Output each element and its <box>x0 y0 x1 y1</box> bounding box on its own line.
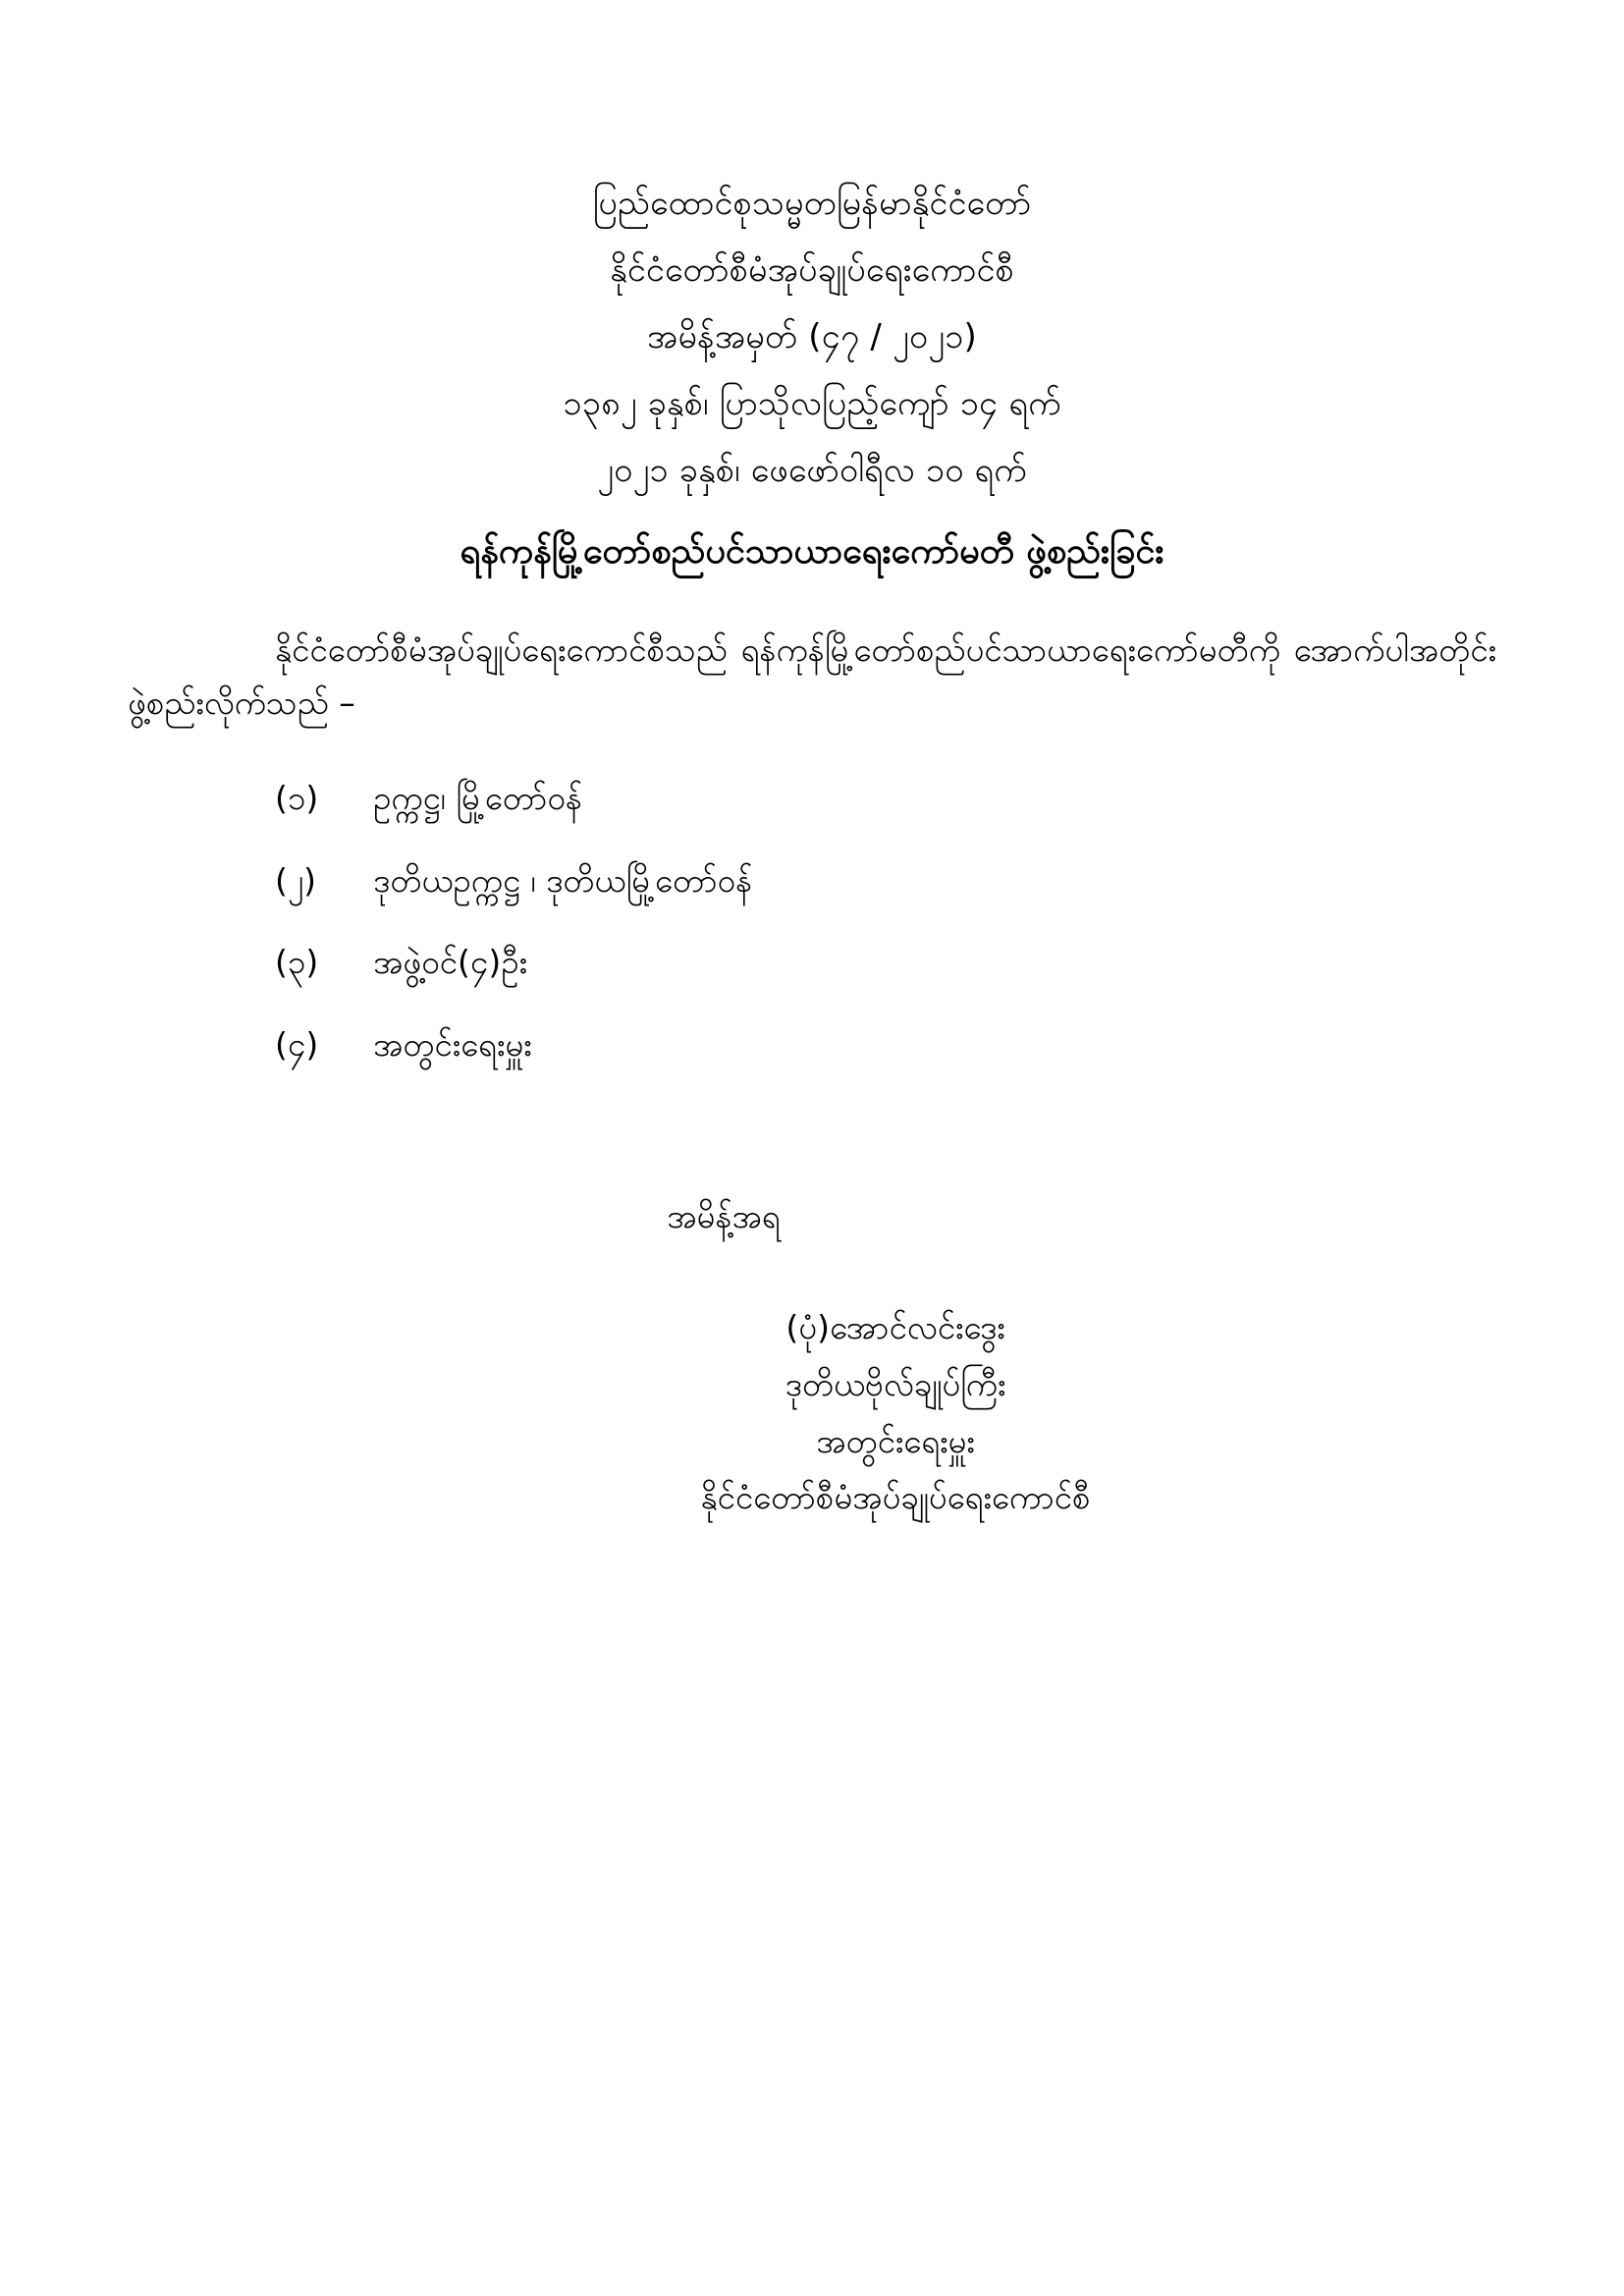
list-item-number: (၁) <box>275 779 319 818</box>
list-item <box>275 856 1496 905</box>
signatory-organization: နိုင်ငံတော်စီမံအုပ်ချုပ်ရေးကောင်စီ <box>700 1478 1091 1517</box>
list-item <box>275 938 1496 987</box>
list-item-label: အတွင်းရေးမှူး <box>373 1024 532 1064</box>
order-number: အမိန့်အမှတ် (၄၇ / ၂၀၂၁) <box>647 317 977 356</box>
list-item <box>275 1020 1496 1069</box>
burmese-date: ၁၃၈၂ ခုနှစ်၊ ပြာသိုလပြည့်ကျော် ၁၄ ရက် <box>563 384 1061 423</box>
page-title: ရန်ကုန်မြို့တော်စည်ပင်သာယာရေးကော်မတီ ဖွဲ့စည်းခြင်း <box>460 531 1164 572</box>
list-item-label: ဥက္ကဋ္ဌ၊ မြို့တော်ဝန် <box>373 779 582 818</box>
list-item <box>275 774 1496 823</box>
list-item-number: (၄) <box>275 1024 319 1064</box>
list-item-label: အဖွဲ့ဝင်(၄)ဦး <box>373 943 527 982</box>
header-line-2: နိုင်ငံတော်စီမံအုပ်ချုပ်ရေးကောင်စီ <box>610 250 1014 290</box>
list-item-number: (၃) <box>275 943 319 982</box>
signatory-position: အတွင်းရေးမှူး <box>816 1421 975 1460</box>
signatory-rank: ဒုတိယဗိုလ်ချုပ်ကြီး <box>785 1364 1006 1403</box>
committee-list <box>275 774 1496 1068</box>
body-paragraph: နိုင်ငံတော်စီမံအုပ်ချုပ်ရေးကောင်စီသည် ရန်ကုန်မြို့တော်စည်ပင်သာယာရေးကော်မတီကို အောက်ပါအတိုင်း ဖွဲ့စည်းလိုက်သည် – <box>128 630 1496 722</box>
header-line-1: ပြည်ထောင်စုသမ္မတမြန်မာနိုင်ငံတော် <box>592 184 1032 223</box>
gregorian-date: ၂၀၂၁ ခုနှစ်၊ ဖေဖော်ဝါရီလ ၁၀ ရက် <box>597 451 1027 490</box>
signature-authority: အမိန့်အရ <box>667 1197 781 1236</box>
signatory-name: (ပုံ)အောင်လင်းဒွေး <box>785 1308 1005 1347</box>
list-item-label: ဒုတိယဥက္ကဋ္ဌ ၊ ဒုတိယမြို့တော်ဝန် <box>373 860 753 900</box>
signature-details <box>128 1299 1496 1526</box>
list-item-number: (၂) <box>275 860 316 900</box>
signature-block <box>128 1196 1496 1526</box>
